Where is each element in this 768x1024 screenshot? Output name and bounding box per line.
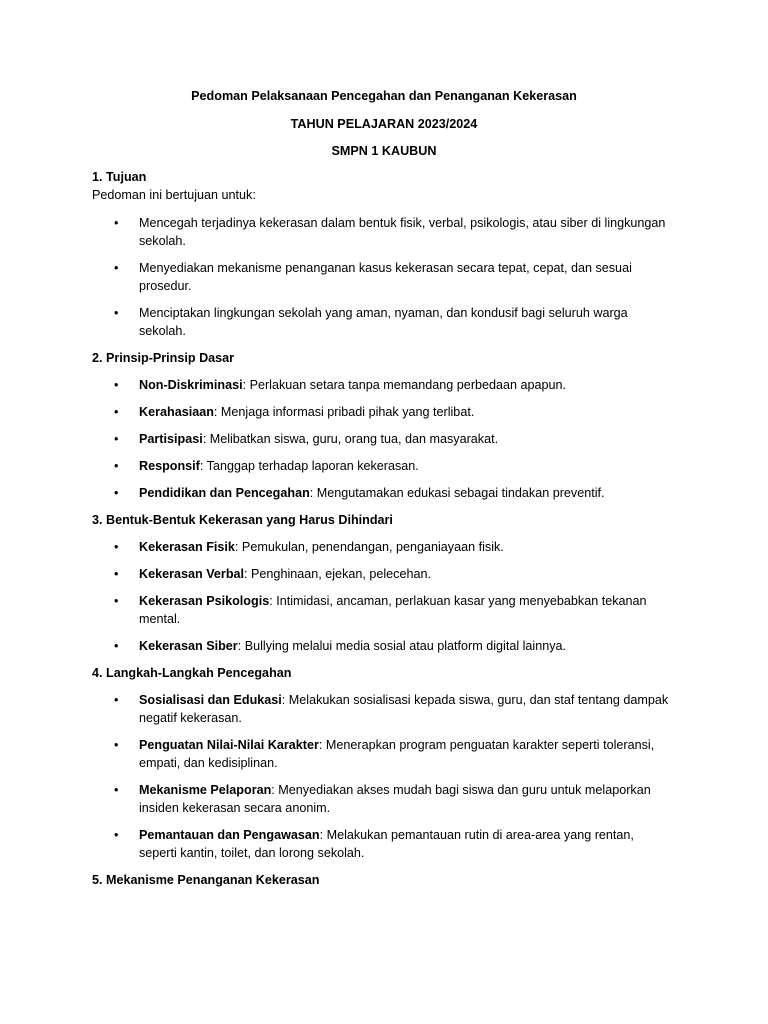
item-term: Kekerasan Fisik bbox=[139, 540, 235, 554]
item-text: : Tanggap terhadap laporan kekerasan. bbox=[199, 459, 419, 473]
item-text: : Penghinaan, ejekan, pelecehan. bbox=[244, 567, 431, 581]
list-item bbox=[92, 826, 672, 862]
section-heading: 2. Prinsip-Prinsip Dasar bbox=[92, 351, 235, 365]
item-term: Penguatan Nilai-Nilai Karakter bbox=[139, 738, 319, 752]
item-term: Pemantauan dan Pengawasan bbox=[139, 828, 320, 842]
item-term: Responsif bbox=[139, 459, 200, 473]
list-item bbox=[92, 691, 672, 727]
document-body bbox=[92, 168, 672, 898]
item-text: : Melakukan sosialisasi kepada siswa, guru, dan staf tentang dampak negatif kekerasan. bbox=[139, 693, 669, 725]
list-item bbox=[92, 484, 672, 502]
bullet-icon: • bbox=[114, 405, 119, 419]
item-term: Mekanisme Pelaporan bbox=[139, 783, 272, 797]
bullet-icon: • bbox=[114, 693, 119, 707]
item-text: Menciptakan lingkungan sekolah yang aman, nyaman, dan kondusif bagi seluruh warga sekolah. bbox=[139, 306, 628, 338]
item-text: : Bullying melalui media sosial atau platform digital lainnya. bbox=[237, 639, 567, 653]
list-item bbox=[92, 538, 672, 556]
item-text: Menyediakan mekanisme penanganan kasus kekerasan secara tepat, cepat, dan sesuai prosedur. bbox=[139, 261, 632, 293]
item-term: Non-Diskriminasi bbox=[139, 378, 243, 392]
bullet-list bbox=[92, 691, 672, 862]
bullet-icon: • bbox=[114, 432, 119, 446]
list-item bbox=[92, 565, 672, 583]
section-heading: 4. Langkah-Langkah Pencegahan bbox=[92, 666, 292, 680]
document-title: Pedoman Pelaksanaan Pencegahan dan Penanganan Kekerasan bbox=[191, 89, 577, 103]
item-term: Kekerasan Siber bbox=[139, 639, 238, 653]
item-text: : Pemukulan, penendangan, penganiayaan fisik. bbox=[234, 540, 504, 554]
section-4 bbox=[92, 664, 672, 862]
item-term: Partisipasi bbox=[139, 432, 203, 446]
item-text: Mencegah terjadinya kekerasan dalam bentuk fisik, verbal, psikologis, atau siber di lingkungan sekolah. bbox=[139, 216, 666, 248]
bullet-list bbox=[92, 214, 672, 340]
item-text: : Melibatkan siswa, guru, orang tua, dan masyarakat. bbox=[202, 432, 499, 446]
bullet-icon: • bbox=[114, 567, 119, 581]
list-item bbox=[92, 457, 672, 475]
item-text: : Mengutamakan edukasi sebagai tindakan preventif. bbox=[309, 486, 605, 500]
bullet-icon: • bbox=[114, 216, 119, 230]
section-heading: 5. Mekanisme Penanganan Kekerasan bbox=[92, 873, 320, 887]
item-term: Kerahasiaan bbox=[139, 405, 214, 419]
bullet-icon: • bbox=[114, 486, 119, 500]
bullet-icon: • bbox=[114, 459, 119, 473]
bullet-list bbox=[92, 538, 672, 655]
list-item bbox=[92, 304, 672, 340]
item-term: Sosialisasi dan Edukasi bbox=[139, 693, 282, 707]
item-text: : Melakukan pemantauan rutin di area-area yang rentan, seperti kantin, toilet, dan lorong sekolah. bbox=[139, 828, 634, 860]
list-item bbox=[92, 214, 672, 250]
item-text: : Menjaga informasi pribadi pihak yang terlibat. bbox=[213, 405, 475, 419]
bullet-icon: • bbox=[114, 378, 119, 392]
item-term: Pendidikan dan Pencegahan bbox=[139, 486, 310, 500]
list-item bbox=[92, 637, 672, 655]
item-text: : Menerapkan program penguatan karakter seperti toleransi, empati, dan kedisiplinan. bbox=[139, 738, 655, 770]
bullet-icon: • bbox=[114, 828, 119, 842]
item-text: : Perlakuan setara tanpa memandang perbedaan apapun. bbox=[242, 378, 567, 392]
section-intro: Pedoman ini bertujuan untuk: bbox=[92, 188, 256, 202]
bullet-icon: • bbox=[114, 783, 119, 797]
bullet-icon: • bbox=[114, 540, 119, 554]
bullet-icon: • bbox=[114, 639, 119, 653]
list-item bbox=[92, 430, 672, 448]
list-item bbox=[92, 259, 672, 295]
section-heading: 1. Tujuan bbox=[92, 170, 147, 184]
school-name: SMPN 1 KAUBUN bbox=[331, 144, 437, 158]
list-item bbox=[92, 736, 672, 772]
bullet-icon: • bbox=[114, 306, 119, 320]
bullet-icon: • bbox=[114, 738, 119, 752]
section-5 bbox=[92, 871, 672, 889]
section-heading: 3. Bentuk-Bentuk Kekerasan yang Harus Dihindari bbox=[92, 513, 393, 527]
list-item bbox=[92, 403, 672, 421]
item-text: : Intimidasi, ancaman, perlakuan kasar yang menyebabkan tekanan mental. bbox=[139, 594, 647, 626]
list-item bbox=[92, 781, 672, 817]
list-item bbox=[92, 376, 672, 394]
item-term: Kekerasan Psikologis bbox=[139, 594, 270, 608]
academic-year: TAHUN PELAJARAN 2023/2024 bbox=[290, 117, 478, 131]
section-3 bbox=[92, 511, 672, 655]
list-item bbox=[92, 592, 672, 628]
item-text: : Menyediakan akses mudah bagi siswa dan guru untuk melaporkan insiden kekerasan secara anonim. bbox=[139, 783, 651, 815]
bullet-list bbox=[92, 376, 672, 502]
section-1 bbox=[92, 168, 672, 340]
bullet-icon: • bbox=[114, 594, 119, 608]
section-2 bbox=[92, 349, 672, 502]
bullet-icon: • bbox=[114, 261, 119, 275]
item-term: Kekerasan Verbal bbox=[139, 567, 245, 581]
